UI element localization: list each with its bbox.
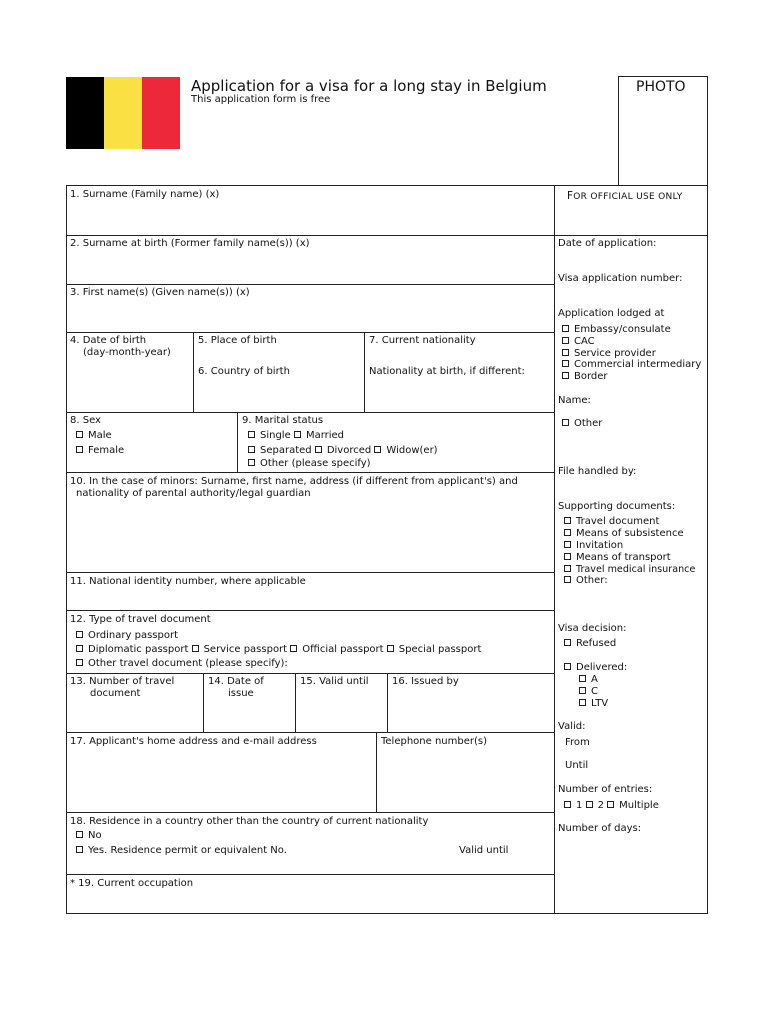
checkbox-icon[interactable] (564, 576, 571, 583)
lodged-option[interactable]: Commercial intermediary (562, 359, 701, 371)
delivered-type-option[interactable]: LTV (579, 698, 608, 710)
ordinary-passport-option[interactable]: Ordinary passport (76, 630, 178, 642)
checkbox-icon[interactable] (387, 645, 394, 652)
residence-no-option[interactable]: No (76, 830, 102, 842)
country-of-birth-field[interactable]: 6. Country of birth (198, 366, 290, 377)
date-of-birth-format: (day-month-year) (83, 347, 171, 358)
supporting-documents-label: Supporting documents: (558, 501, 676, 512)
residence-yes-option[interactable]: Yes. Residence permit or equivalent No. (76, 845, 287, 857)
place-of-birth-field[interactable]: 5. Place of birth (198, 335, 277, 346)
checkbox-icon[interactable] (290, 645, 297, 652)
marital-status-label: 9. Marital status (242, 415, 324, 426)
lodged-option[interactable]: Border (562, 371, 608, 383)
delivered-option[interactable]: Delivered: (564, 662, 627, 674)
checkbox-icon[interactable] (579, 699, 586, 706)
checkbox-icon[interactable] (607, 801, 614, 808)
application-lodged-label: Application lodged at (558, 308, 665, 319)
valid-until-label: Until (565, 760, 589, 771)
form-title: Application for a visa for a long stay in Belgium (191, 77, 547, 95)
checkbox-icon[interactable] (374, 446, 381, 453)
photo-label: PHOTO (636, 79, 686, 95)
marital-single-married[interactable]: Single Married (248, 430, 344, 442)
home-address-field[interactable]: 17. Applicant's home address and e-mail address (70, 736, 317, 747)
delivered-type-option[interactable]: C (579, 686, 598, 698)
date-of-issue-line2: issue (228, 688, 254, 699)
entries-options[interactable]: 1 2 Multiple (564, 800, 659, 812)
checkbox-icon[interactable] (76, 631, 83, 638)
marital-other-option[interactable]: Other (please specify) (248, 458, 371, 470)
supporting-option[interactable]: Invitation (564, 540, 623, 552)
checkbox-icon[interactable] (562, 419, 569, 426)
passport-type-options[interactable]: Diplomatic passport Service passport Official passport Special passport (76, 644, 481, 656)
surname-at-birth-field[interactable]: 2. Surname at birth (Former family name(s)) (x) (70, 238, 310, 249)
telephone-field[interactable]: Telephone number(s) (381, 736, 488, 747)
form-subtitle: This application form is free (191, 94, 331, 105)
photo-box[interactable] (618, 76, 708, 186)
supporting-option[interactable]: Travel document (564, 516, 659, 528)
lodged-option[interactable]: CAC (562, 336, 595, 348)
national-id-field[interactable]: 11. National identity number, where applicable (70, 576, 306, 587)
supporting-option[interactable]: Travel medical insurance (564, 564, 695, 576)
checkbox-icon[interactable] (76, 446, 83, 453)
checkbox-icon[interactable] (564, 529, 571, 536)
checkbox-icon[interactable] (564, 541, 571, 548)
checkbox-icon[interactable] (76, 659, 83, 666)
checkbox-icon[interactable] (294, 431, 301, 438)
valid-from-label: From (565, 737, 590, 748)
supporting-option[interactable]: Means of subsistence (564, 528, 684, 540)
valid-until-field[interactable]: 15. Valid until (300, 676, 369, 687)
visa-application-number-label: Visa application number: (558, 273, 683, 284)
checkbox-icon[interactable] (192, 645, 199, 652)
residence-other-country-label: 18. Residence in a country other than the country of current nationality (70, 816, 429, 827)
lodged-option[interactable]: Service provider (562, 348, 656, 360)
supporting-option[interactable]: Other: (564, 575, 608, 587)
marital-separated-divorced-widow[interactable]: Separated Divorced Widow(er) (248, 445, 438, 457)
supporting-option[interactable]: Means of transport (564, 552, 671, 564)
checkbox-icon[interactable] (76, 645, 83, 652)
checkbox-icon[interactable] (562, 349, 569, 356)
travel-document-type-label: 12. Type of travel document (70, 614, 211, 625)
sex-male-option[interactable]: Male (76, 430, 112, 442)
refused-option[interactable]: Refused (564, 638, 616, 650)
file-handled-by-label: File handled by: (558, 466, 637, 477)
travel-document-number-line2: document (90, 688, 141, 699)
minors-guardian-field[interactable]: 10. In the case of minors: Surname, first name, address (if different from applicant's) and (70, 476, 518, 487)
other-travel-document-option[interactable]: Other travel document (please specify): (76, 658, 288, 670)
checkbox-icon[interactable] (76, 846, 83, 853)
checkbox-icon[interactable] (248, 431, 255, 438)
date-of-issue-field[interactable]: 14. Date of (208, 676, 264, 687)
checkbox-icon[interactable] (564, 639, 571, 646)
checkbox-icon[interactable] (76, 831, 83, 838)
date-of-application-label: Date of application: (558, 238, 657, 249)
current-occupation-field[interactable]: * 19. Current occupation (70, 878, 194, 889)
date-of-birth-field[interactable]: 4. Date of birth (70, 335, 147, 346)
surname-field[interactable]: 1. Surname (Family name) (x) (70, 189, 220, 200)
checkbox-icon[interactable] (564, 553, 571, 560)
checkbox-icon[interactable] (315, 446, 322, 453)
name-label: Name: (558, 395, 591, 406)
checkbox-icon[interactable] (248, 446, 255, 453)
checkbox-icon[interactable] (586, 801, 593, 808)
lodged-option[interactable]: Embassy/consulate (562, 324, 671, 336)
sex-label: 8. Sex (70, 415, 101, 426)
checkbox-icon[interactable] (562, 360, 569, 367)
flag-red-stripe (142, 77, 180, 149)
other-option[interactable]: Other (562, 418, 602, 430)
checkbox-icon[interactable] (564, 517, 571, 524)
current-nationality-field[interactable]: 7. Current nationality (369, 335, 476, 346)
sex-female-option[interactable]: Female (76, 445, 124, 457)
visa-decision-label: Visa decision: (558, 623, 627, 634)
first-names-field[interactable]: 3. First name(s) (Given name(s)) (x) (70, 287, 250, 298)
official-use-heading: FOR OFFICIAL USE ONLY (567, 190, 683, 202)
issued-by-field[interactable]: 16. Issued by (392, 676, 459, 687)
checkbox-icon[interactable] (564, 801, 571, 808)
minors-guardian-field-line2: nationality of parental authority/legal guardian (76, 488, 311, 499)
checkbox-icon[interactable] (76, 431, 83, 438)
delivered-type-option[interactable]: A (579, 674, 598, 686)
number-of-days-label: Number of days: (558, 823, 642, 834)
valid-label: Valid: (558, 721, 586, 732)
checkbox-icon[interactable] (562, 337, 569, 344)
flag-yellow-stripe (104, 77, 142, 149)
nationality-at-birth-field[interactable]: Nationality at birth, if different: (369, 366, 525, 377)
checkbox-icon[interactable] (564, 565, 571, 572)
checkbox-icon[interactable] (248, 459, 255, 466)
flag-black-stripe (66, 77, 104, 149)
checkbox-icon[interactable] (562, 325, 569, 332)
belgian-flag (66, 77, 180, 149)
checkbox-icon[interactable] (564, 663, 571, 670)
checkbox-icon[interactable] (562, 372, 569, 379)
number-of-entries-label: Number of entries: (558, 784, 653, 795)
residence-valid-until[interactable]: Valid until (459, 845, 509, 856)
travel-document-number-field[interactable]: 13. Number of travel (70, 676, 175, 687)
checkbox-icon[interactable] (579, 687, 586, 694)
checkbox-icon[interactable] (579, 675, 586, 682)
